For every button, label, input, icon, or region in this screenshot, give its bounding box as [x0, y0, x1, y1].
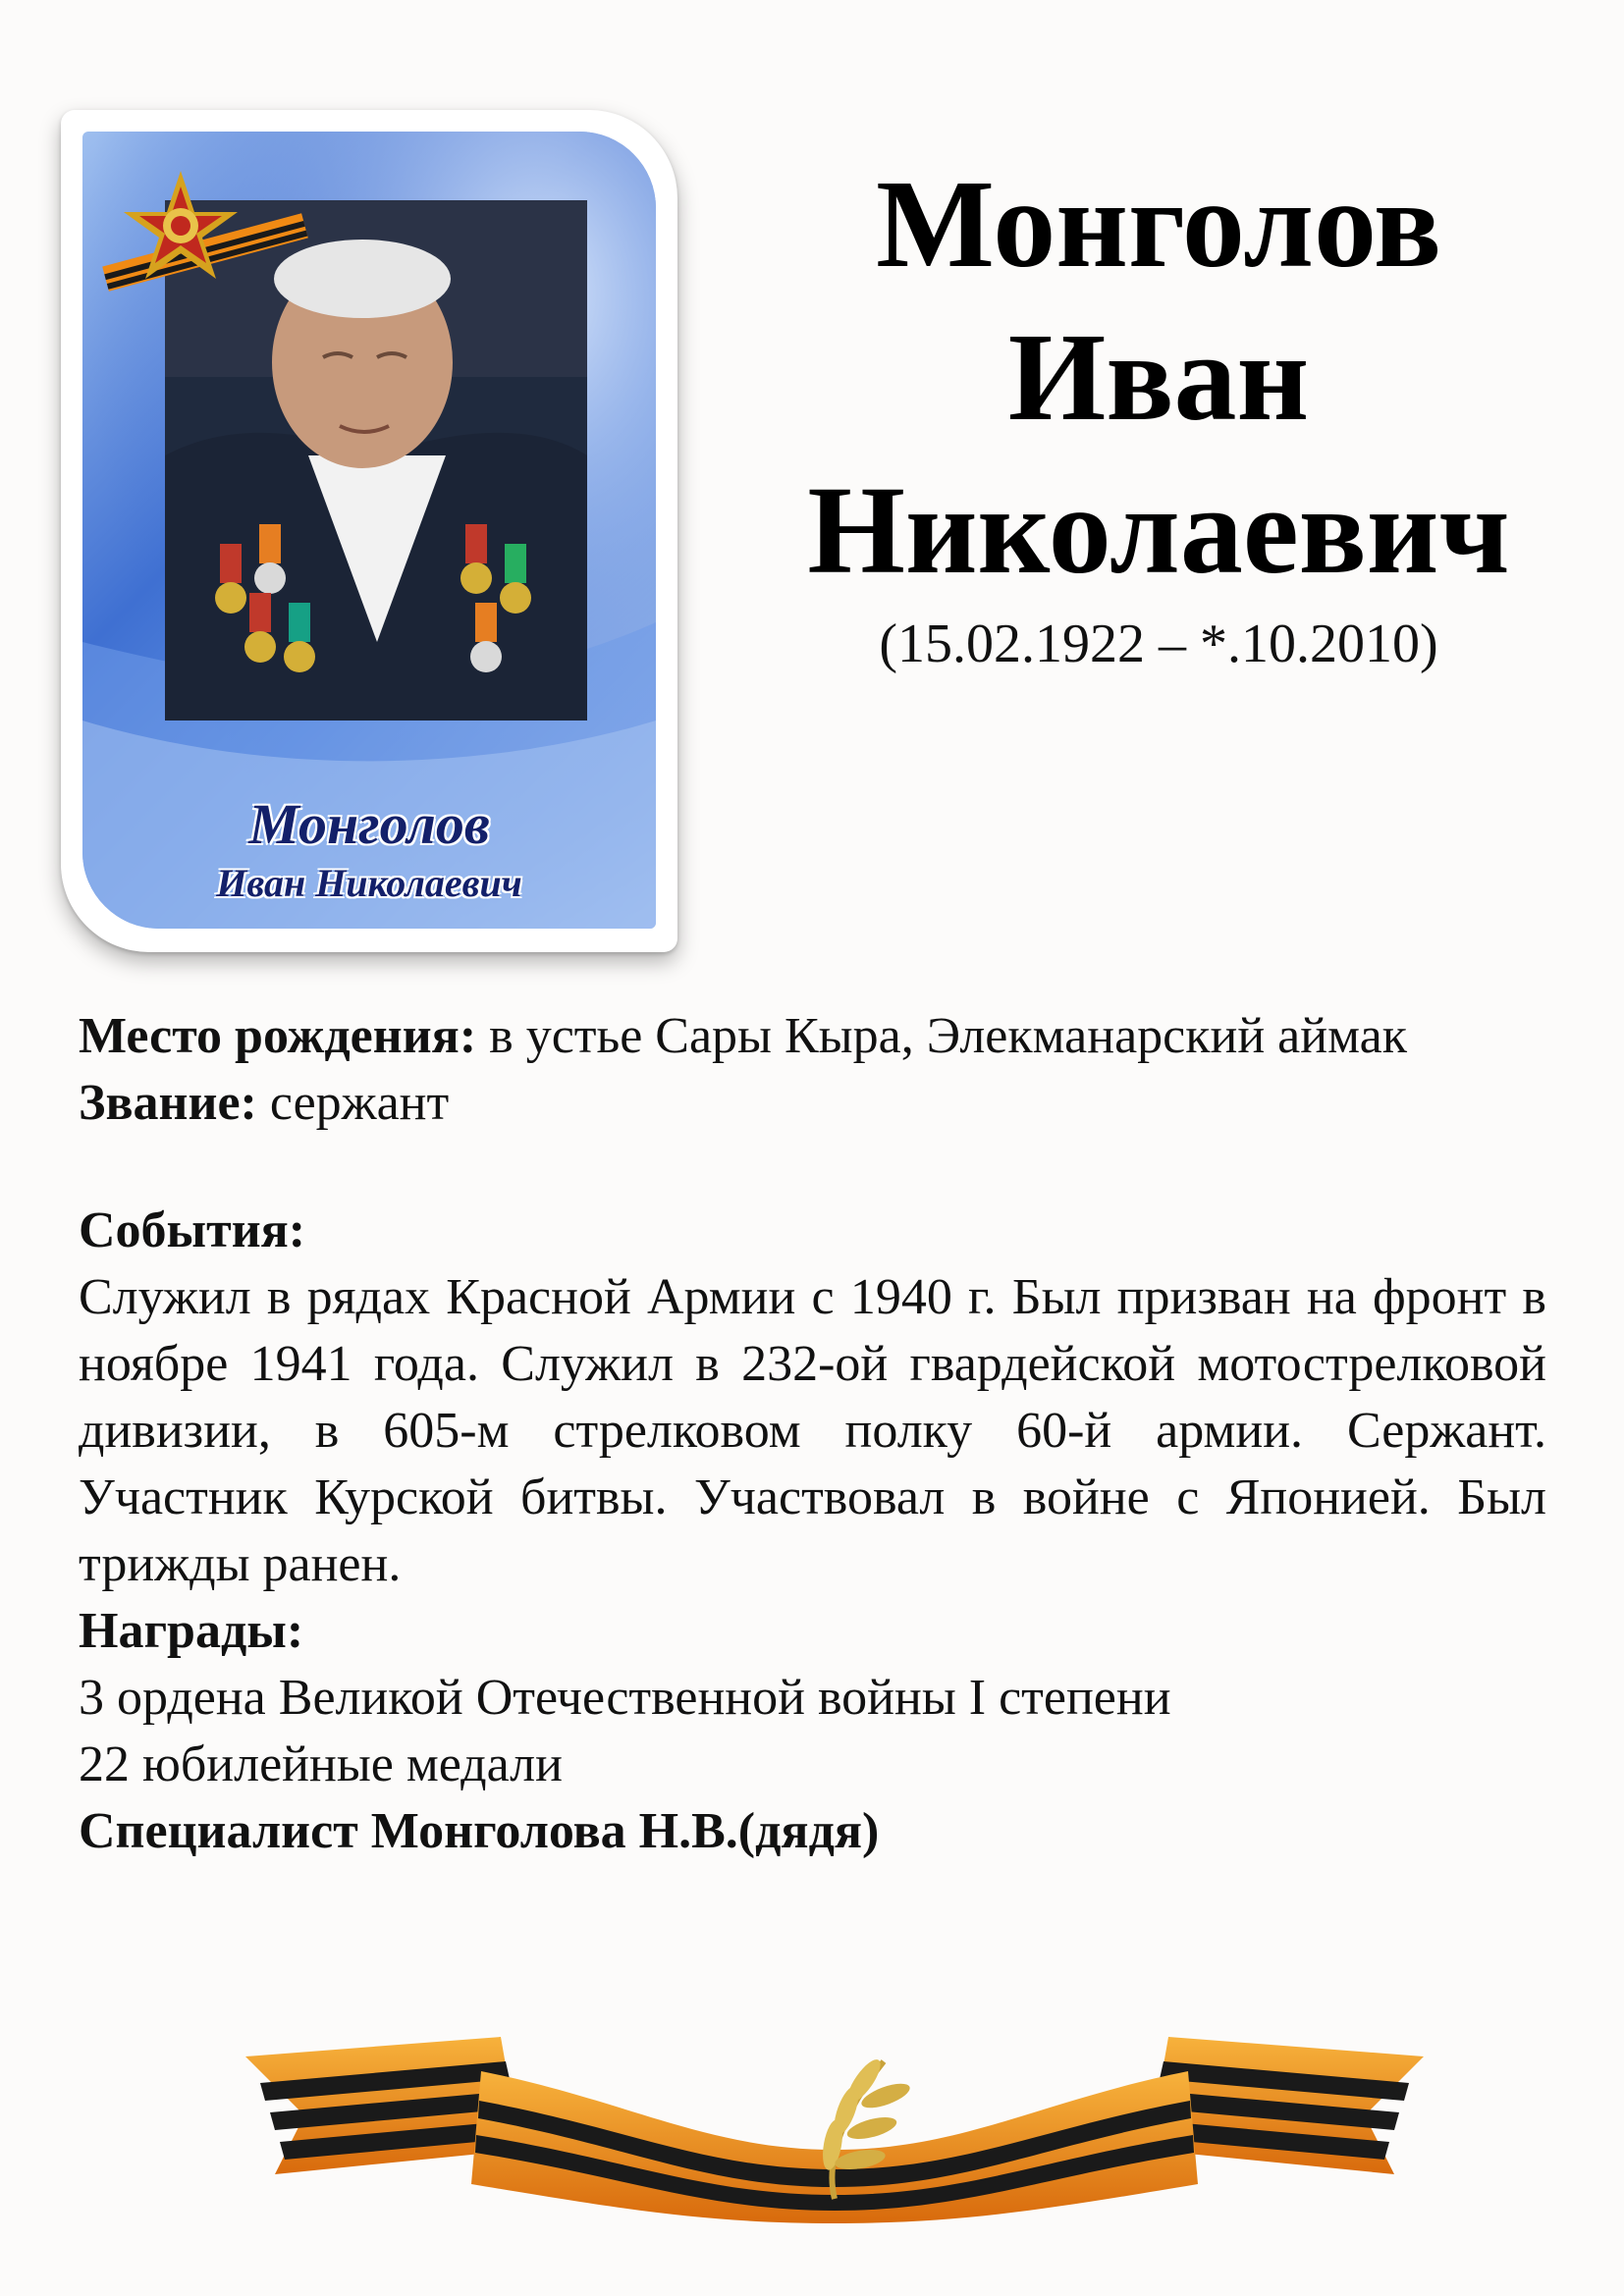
rank-value: сержант — [269, 1075, 450, 1131]
events-label: События: — [79, 1202, 306, 1258]
author-credit: Специалист Монголова Н.В.(дядя) — [79, 1803, 880, 1859]
biography — [79, 1003, 1546, 1865]
rank-row — [79, 1070, 1546, 1137]
portrait-card — [61, 110, 677, 952]
surname: Монголов — [876, 154, 1441, 294]
awards-label: Награды: — [79, 1603, 304, 1659]
award-item: 22 юбилейные медали — [79, 1736, 563, 1792]
card-given-name: Иван Николаевич — [216, 861, 522, 905]
st-george-ribbon-icon — [236, 2002, 1434, 2228]
card-surname: Монголов — [248, 792, 490, 856]
rank-label: Звание: — [79, 1075, 257, 1131]
name-heading — [766, 147, 1551, 675]
award-item: 3 ордена Великой Отечественной войны I степени — [79, 1670, 1171, 1726]
birthplace-value: в устье Сары Кыра, Элекманарский аймак — [489, 1008, 1407, 1064]
life-dates: (15.02.1922 – *.10.2010) — [879, 614, 1438, 674]
portrait-frame — [82, 132, 656, 929]
birthplace-row — [79, 1003, 1546, 1070]
events-text: Служил в рядах Красной Армии с 1940 г. Был призван на фронт в ноябре 1941 года. Служил в 232-ой гвардейской мотострелковой дивизии, в 605-м стрелковом полку 60-й армии. Сержант. Участник Курской битвы. Участвовал в войне с Японией. Был трижды ранен. — [79, 1269, 1546, 1592]
birthplace-label: Место рождения: — [79, 1008, 477, 1064]
given-name: Иван — [1007, 307, 1310, 447]
patronymic: Николаевич — [807, 460, 1510, 600]
